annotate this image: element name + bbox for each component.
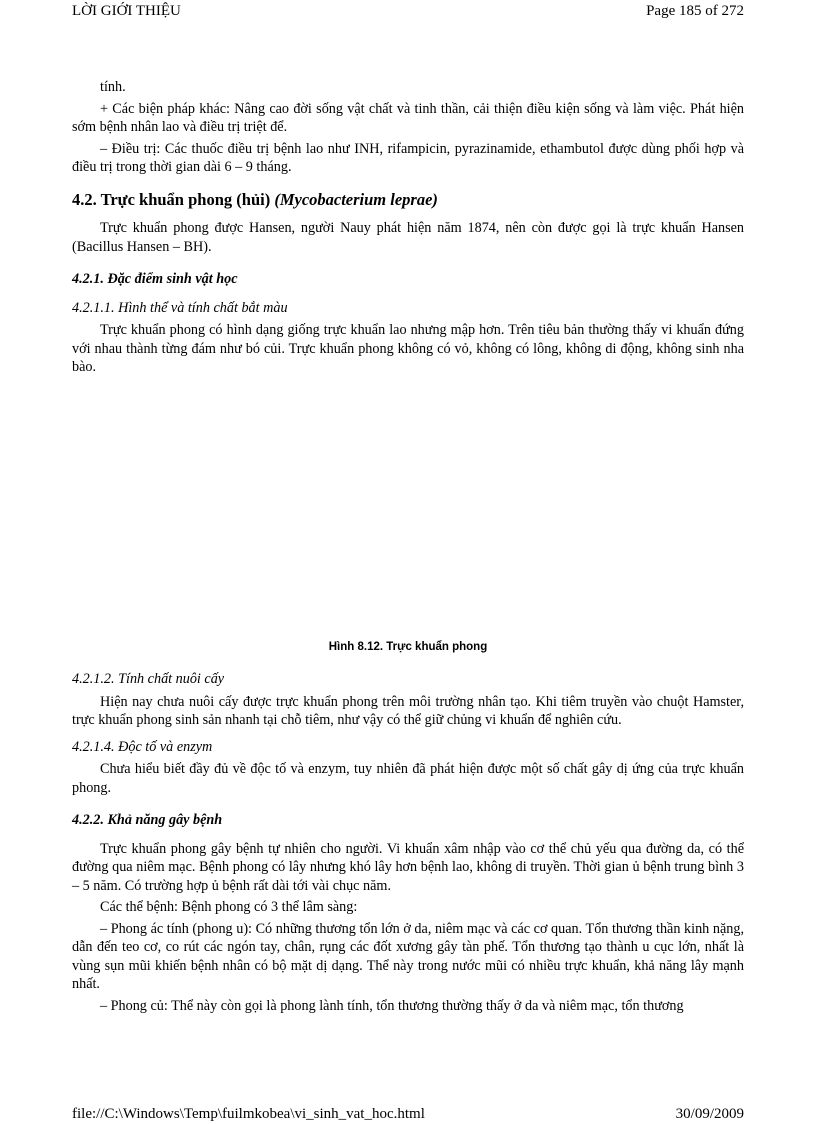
section-heading-4-2-1: 4.2.1. Đặc điểm sinh vật học: [72, 271, 238, 287]
page-number: Page 185 of 272: [646, 3, 744, 19]
paragraph-hansen: Trực khuẩn phong được Hansen, người Nauy phát hiện năm 1874, nên còn được gọi là trực khuẩn Hansen (Bacillus Hansen – BH).: [72, 220, 744, 255]
footer-date: 30/09/2009: [675, 1106, 744, 1122]
paragraph-continuation: tính.: [100, 79, 126, 95]
document-body: [72, 78, 744, 1018]
paragraph-prevention-measures: + Các biện pháp khác: Nâng cao đời sống vật chất và tinh thần, cải thiện điều kiện sống và làm việc. Phát hiện sớm bệnh nhân lao và điều trị triệt để.: [72, 100, 744, 135]
paragraph-morphology: Trực khuẩn phong có hình dạng giống trực khuẩn lao nhưng mập hơn. Trên tiêu bản thường thấy vi khuẩn đứng với nhau thành từng đám như bó củi. Trực khuẩn phong không có vỏ, không có lông, không di động, không sinh nha bào.: [72, 322, 744, 375]
page-header-title: LỜI GIỚI THIỆU: [72, 3, 181, 19]
section-heading-4-2-latin: (Mycobacterium leprae): [274, 189, 438, 209]
paragraph-malignant-form: – Phong ác tính (phong u): Có những thương tổn lớn ở da, niêm mạc và các cơ quan. Tổn thương thần kinh nặng, dẫn đến teo cơ, co rút các ngón tay, chân, rụng các đốt xương gây tàn phế. Tổn thương tạo thành u cục lớn, nhất là vùng sụn mũi khiến bệnh nhân có bộ mặt dị dạng. Thể này trong nước mũi có nhiều trực khuẩn, khả năng lây mạnh nhất.: [72, 920, 744, 992]
paragraph-toxins: Chưa hiểu biết đầy đủ về độc tố và enzym, tuy nhiên đã phát hiện được một số chất gây dị ứng của trực khuẩn phong.: [72, 761, 744, 796]
figure-caption: Hình 8.12. Trực khuẩn phong: [328, 640, 488, 653]
section-heading-4-2: [72, 191, 744, 210]
paragraph-disease-forms: Các thể bệnh: Bệnh phong có 3 thể lâm sàng:: [100, 899, 358, 915]
section-heading-4-2-2: 4.2.2. Khả năng gây bệnh: [72, 812, 223, 828]
footer-file-path: file://C:\Windows\Temp\fuilmkobea\vi_sinh_vat_hoc.html: [72, 1106, 425, 1122]
paragraph-culture: Hiện nay chưa nuôi cấy được trực khuẩn phong trên môi trường nhân tạo. Khi tiêm truyền vào chuột Hamster, trực khuẩn phong sinh sản nhanh tại chỗ tiêm, như vậy có thể giữ chủng vi khuẩn để nghiên cứu.: [72, 693, 744, 728]
paragraph-tuberculoid-form: – Phong củ: Thể này còn gọi là phong lành tính, tổn thương thường thấy ở da và niêm mạc, tổn thương: [100, 997, 684, 1014]
section-heading-4-2-1-4: 4.2.1.4. Độc tố và enzym: [72, 738, 213, 755]
section-heading-4-2-text: 4.2. Trực khuẩn phong (hủi): [72, 189, 275, 209]
paragraph-pathogenicity: Trực khuẩn phong gây bệnh tự nhiên cho người. Vi khuẩn xâm nhập vào cơ thể chủ yếu qua đường da, có thể đường qua niêm mạc. Bệnh phong có lây nhưng khó lây hơn bệnh lao, không di truyền. Thời gian ủ bệnh trung bình 3 – 5 năm. Có trường hợp ủ bệnh rất dài tới vài chục năm.: [72, 840, 744, 894]
paragraph-treatment: – Điều trị: Các thuốc điều trị bệnh lao như INH, rifampicin, pyrazinamide, ethambutol được dùng phối hợp và điều trị trong thời gian dài 6 – 9 tháng.: [72, 140, 744, 175]
section-heading-4-2-1-2: 4.2.1.2. Tính chất nuôi cấy: [72, 671, 225, 687]
figure-placeholder: [72, 380, 744, 638]
section-heading-4-2-1-1: 4.2.1.1. Hình thể và tính chất bắt màu: [72, 299, 288, 316]
